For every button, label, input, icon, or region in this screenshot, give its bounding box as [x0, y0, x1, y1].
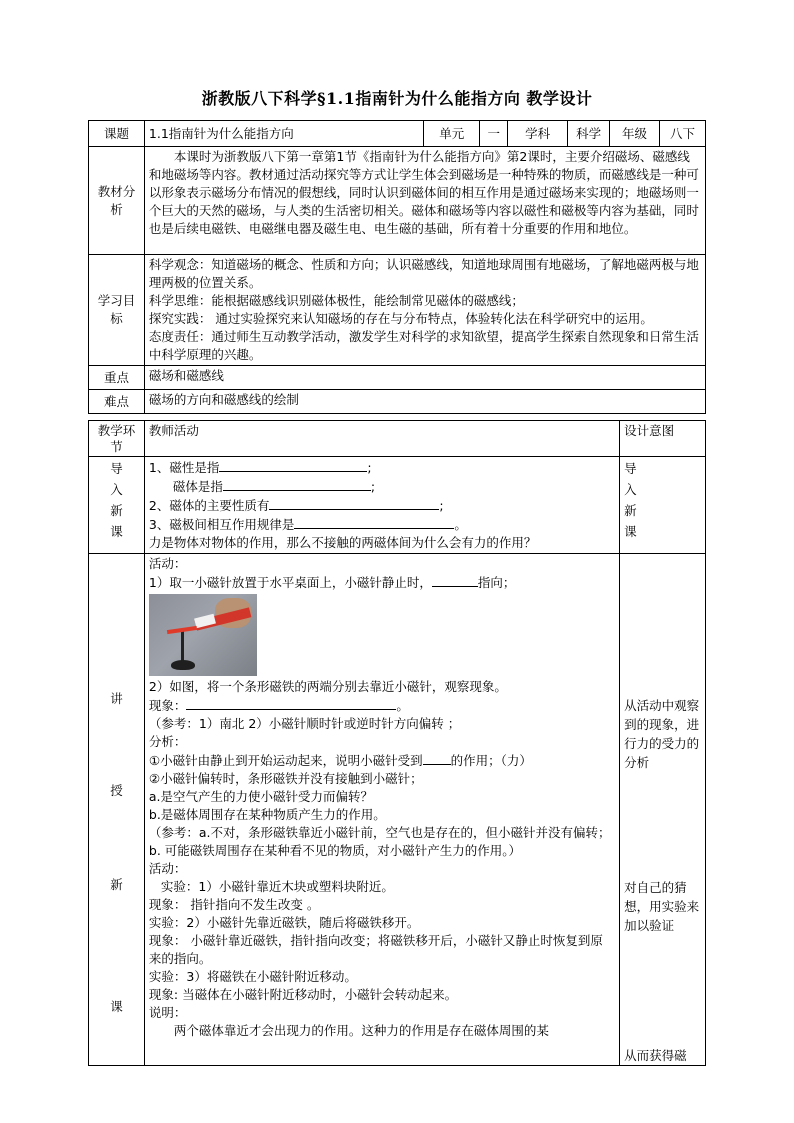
teaching-process-table: [88, 420, 706, 1066]
subject-label: 学科: [508, 121, 568, 147]
objective-item: 态度责任：通过师生互动教学活动，激发学生对科学的求知欲望，提高学生探索自然现象和日常生活中科学原理的兴趣。: [148, 329, 699, 362]
key-point-label: 重点: [89, 366, 145, 390]
magnet-needle-image: [149, 594, 257, 676]
teacher-header: 教师活动: [144, 421, 619, 457]
key-point-text: 磁场和磁感线: [144, 366, 705, 390]
topic-value: 1.1指南针为什么能指方向: [144, 121, 423, 147]
grade-label: 年级: [610, 121, 660, 147]
objective-item: 探究实践： 通过实验探究来认知磁场的存在与分布特点，体验转化法在科学研究中的运用。: [148, 311, 653, 326]
unit-label: 单元: [424, 121, 480, 147]
lecture-content: 活动： 1）取一小磁针放置于水平桌面上，小磁针静止时， 指向； 2）如图，将一个条形磁铁的两端分别去靠近小磁针，观察现象。 现象： 。 （参考：1）南北 2）小磁针顺时针或逆时针方向偏转 ； 分析： ①小磁针由静止到开始运动起来，说明小磁针受到 的作用；（力） ②小磁针偏转时，条形磁铁并没有接触到小磁针； a.是空气产生的力使小磁针受力而偏转？ b.是磁体周围存在某种物质产生力的作用。 （参考：a.不对，条形磁铁靠近小磁针前，空气也是存在的，但小磁针并没有偏转；b. 可能磁铁周围存在某种看不见的物质，对小磁针产生力的作用。） 活动： 实验：1）小磁针靠近木块或塑料块附近。 现象： 指针指向不发生改变 。 实验：2）小磁针先靠近磁铁，随后将磁铁移开。 现象： 小磁针靠近磁铁，指针指向改变；将磁铁移开后，小磁针又静止时恢复到原来的指向。 实验：3）将磁铁在小磁针附近移动。 现象: 当磁体在小磁针附近移动时，小磁针会转动起来。 说明： 两个磁体靠近才会出现力的作用。这种力的作用是存在磁体周围的某: [144, 554, 619, 1066]
objective-item: 科学思维：能根据磁感线识别磁体极性，能绘制常见磁体的磁感线；: [148, 293, 524, 308]
objectives-label: 学习目标: [89, 255, 145, 366]
document-title: 浙教版八下科学§1.1指南针为什么能指方向 教学设计: [201, 89, 593, 108]
lecture-stage: 讲 授 新 课: [89, 554, 145, 1066]
lesson-info-table: [88, 120, 706, 414]
intro-intent: 导 入 新 课: [620, 457, 706, 554]
subject-value: 科学: [568, 121, 610, 147]
intent-header: 设计意图: [620, 421, 706, 457]
topic-label: 课题: [89, 121, 145, 147]
unit-value: 一: [480, 121, 508, 147]
difficulty-label: 难点: [89, 390, 145, 414]
objective-item: 科学观念：知道磁场的概念、性质和方向；认识磁感线，知道地球周围有地磁场，了解地磁两极与地理两极的位置关系。: [148, 257, 699, 290]
stage-header: 教学环节: [89, 421, 145, 457]
analysis-label: 教材分析: [89, 147, 145, 255]
lecture-intent: 从活动中观察到的现象，进行力的受力的分析 对自己的猜想，用实验来加以验证 从而获得磁: [620, 554, 706, 1066]
intro-stage: 导 入 新 课: [89, 457, 145, 554]
analysis-text: 本课时为浙教版八下第一章第1节《指南针为什么能指方向》第2课时，主要介绍磁场、磁感线和地磁场等内容。教材通过活动探究等方式让学生体会到磁场是一种特殊的物质，而磁感线是一种可以形象表示磁场分布情况的假想线，同时认识到磁体间的相互作用是通过磁场来实现的；地磁场则一个巨大的天然的磁场，与人类的生活密切相关。磁体和磁场等内容以磁性和磁极等内容为基础，同时也是后续电磁铁、电磁继电器及磁生电、电生磁的基础，所有着十分重要的作用和地位。: [148, 149, 699, 236]
difficulty-text: 磁场的方向和磁感线的绘制: [144, 390, 705, 414]
intro-content: 1、磁性是指 ; 磁体是指 ; 2、磁体的主要性质有 ; 3、磁极间相互作用规律是 。 力是物体对物体的作用，那么不接触的两磁体间为什么会有力的作用？: [144, 457, 619, 554]
grade-value: 八下: [660, 121, 706, 147]
